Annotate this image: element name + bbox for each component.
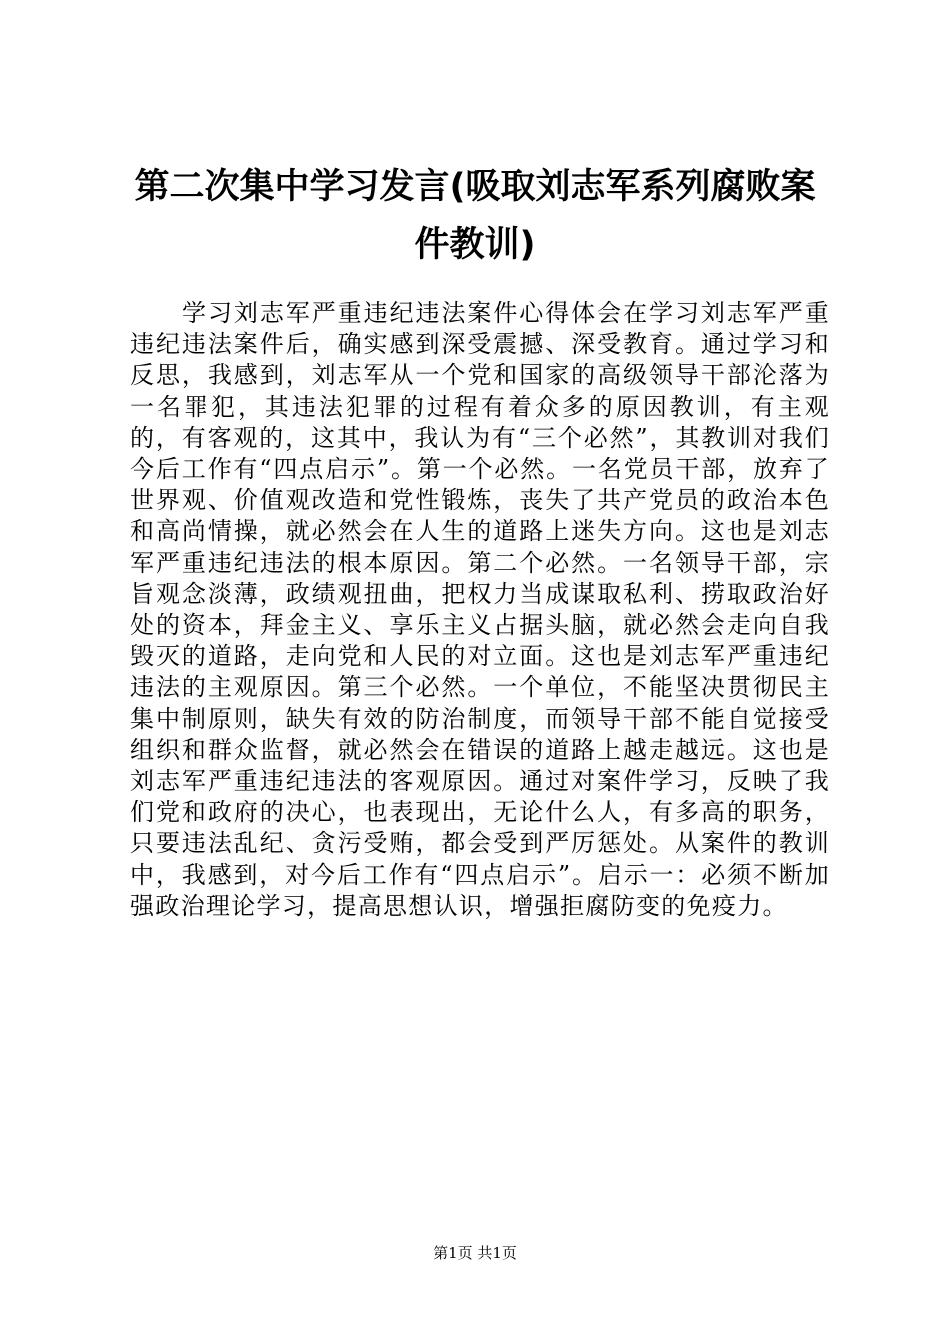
document-title: 第二次集中学习发言(吸取刘志军系列腐败案件教训)	[134, 167, 816, 265]
page-number-footer: 第1页 共1页	[433, 1244, 517, 1262]
body-paragraph: 学习刘志军严重违纪违法案件心得体会在学习刘志军严重违纪违法案件后，确实感到深受震撼、深受教育。通过学习和反思，我感到，刘志军从一个党和国家的高级领导干部沦落为一名罪犯，其违法犯罪的过程有着众多的原因教训，有主观的，有客观的，这其中，我认为有“三个必然”，其教训对我们今后工作有“四点启示”。第一个必然。一名党员干部，放弃了世界观、价值观改造和党性锻炼，丧失了共产党员的政治本色和高尚情操，就必然会在人生的道路上迷失方向。这也是刘志军严重违纪违法的根本原因。第二个必然。一名领导干部，宗旨观念淡薄，政绩观扭曲，把权力当成谋取私利、捞取政治好处的资本，拜金主义、享乐主义占据头脑，就必然会走向自我毁灭的道路，走向党和人民的对立面。这也是刘志军严重违纪违法的主观原因。第三个必然。一个单位，不能坚决贯彻民主集中制原则，缺失有效的防治制度，而领导干部不能自觉接受组织和群众监督，就必然会在错误的道路上越走越远。这也是刘志军严重违纪违法的客观原因。通过对案件学习，反映了我们党和政府的决心，也表现出，无论什么人，有多高的职务，只要违法乱纪、贪污受贿，都会受到严厉惩处。从案件的教训中，我感到，对今后工作有“四点启示”。启示一：必须不断加强政治理论学习，提高思想认识，增强拒腐防变的免疫力。	[130, 299, 830, 920]
